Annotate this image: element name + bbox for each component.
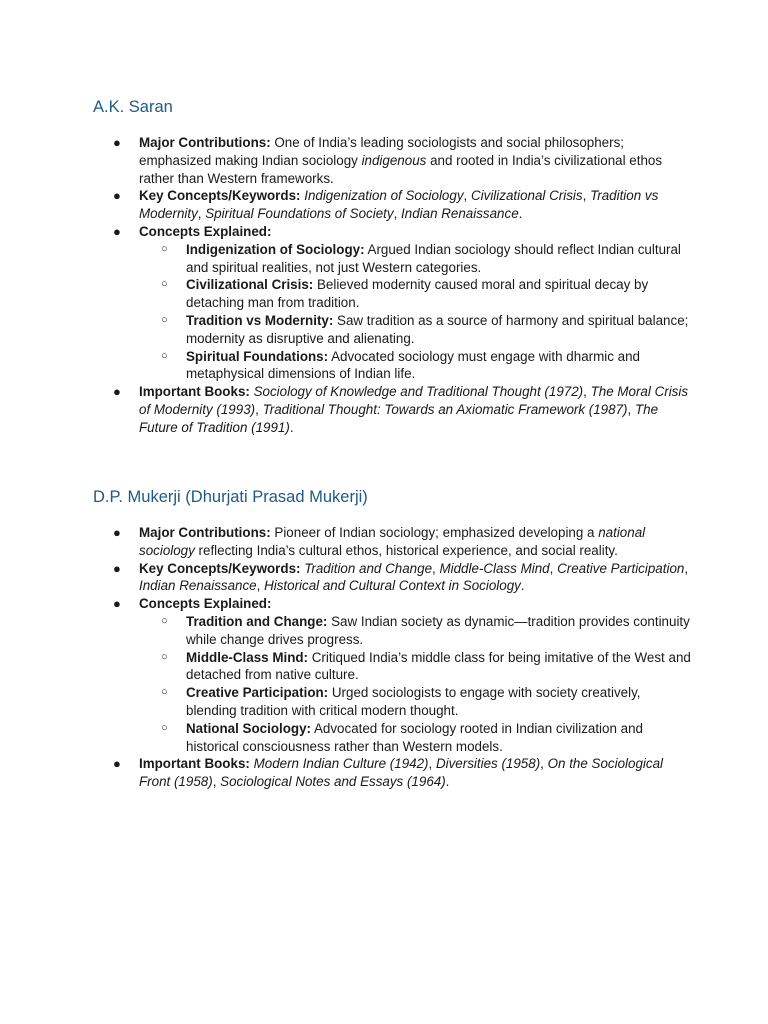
separator: , [256,578,265,594]
sub-bullet-list [139,241,693,383]
concept-term: Indigenization of Sociology: [186,241,365,257]
concept-item [139,312,693,348]
separator: , [684,560,689,576]
major-contributions-item [93,524,693,560]
bullet-list [93,524,693,791]
separator: , [393,206,402,222]
concept-term: Middle-Class Mind: [186,649,309,665]
section-ak-saran [93,96,693,437]
concept-item [139,241,693,277]
item-emphasis: national sociology [139,525,646,558]
concept-term: Tradition vs Modernity: [186,312,334,328]
keyword: Indigenization of Sociology [304,188,464,204]
concept-text: Argued Indian sociology should reflect Indian cultural and spiritual realities, not just Western categories. [186,241,681,275]
important-books-item [93,755,693,791]
bullet-icon: ● [113,756,121,772]
concept-term: Creative Participation: [186,685,329,701]
terminator: . [445,774,450,790]
circle-bullet-icon: ○ [161,721,168,734]
keyword: Indian Renaissance [401,206,519,222]
book-title: Modern Indian Culture (1942) [253,756,429,772]
section-dp-mukerji [93,486,693,791]
concept-term: Spiritual Foundations: [186,348,329,364]
bullet-icon: ● [113,560,121,576]
circle-bullet-icon: ○ [161,242,168,255]
concept-text: Believed modernity caused moral and spiritual decay by detaching man from tradition. [186,277,649,311]
concept-term: National Sociology: [186,720,311,736]
book-title: On the Sociological Front (1958) [139,756,663,790]
circle-bullet-icon: ○ [161,686,168,699]
circle-bullet-icon: ○ [161,278,168,291]
item-label: Concepts Explained: [139,223,272,239]
concepts-explained-item [93,223,693,383]
keyword: Middle-Class Mind [439,560,550,576]
bullet-icon: ● [113,525,121,540]
bullet-icon: ● [113,188,121,204]
item-text: and rooted in India’s civilizational ethos rather than Western frameworks. [139,152,663,186]
book-title: Sociology of Knowledge and Traditional Thought (1972) [253,384,584,400]
terminator: . [289,419,294,435]
concept-item [139,613,693,649]
concept-item [139,720,693,756]
concept-item [139,348,693,384]
concept-text: Urged sociologists to engage with society creatively, blending tradition with critical modern thought. [186,685,641,718]
book-title: The Future of Tradition (1991) [139,401,659,435]
book-title: Sociological Notes and Essays (1964) [220,774,446,790]
concept-text: Advocated sociology must engage with dharmic and metaphysical dimensions of Indian life. [186,348,640,382]
item-label: Important Books: [139,756,250,772]
bullet-list [93,134,693,437]
key-concepts-item [93,187,693,223]
separator: , [549,560,558,576]
bullet-icon: ● [113,135,121,150]
circle-bullet-icon: ○ [161,614,168,627]
item-label: Key Concepts/Keywords: [139,188,301,204]
circle-bullet-icon: ○ [161,349,168,362]
keyword: Historical and Cultural Context in Sociology [264,578,521,594]
item-label: Key Concepts/Keywords: [139,560,301,576]
concept-item [139,276,693,312]
separator: , [582,188,591,204]
section-heading: D.P. Mukerji (Dhurjati Prasad Mukerji) [93,488,368,506]
separator: , [432,560,440,576]
keyword: Spiritual Foundations of Society [205,206,394,222]
keyword: Tradition and Change [304,560,433,576]
separator: , [212,774,221,790]
concept-item [139,649,693,685]
book-title: The Moral Crisis of Modernity (1993) [139,384,689,417]
separator: , [197,206,206,222]
key-concepts-item [93,560,693,596]
important-books-item [93,383,693,436]
item-text: reflecting India’s cultural ethos, historical experience, and social reality. [194,542,618,558]
keyword: Civilizational Crisis [470,188,583,204]
circle-bullet-icon: ○ [161,313,168,326]
item-emphasis: indigenous [361,152,427,168]
item-label: Major Contributions: [139,135,271,150]
separator: , [583,384,591,400]
concept-item [139,684,693,720]
concept-text: Saw tradition as a source of harmony and spiritual balance; modernity as disruptive and alienating. [186,312,689,346]
item-label: Concepts Explained: [139,596,272,612]
bullet-icon: ● [113,596,121,612]
separator: , [463,188,471,204]
bullet-icon: ● [113,384,121,400]
separator: , [428,756,436,772]
concept-term: Tradition and Change: [186,613,328,629]
concept-text: Advocated for sociology rooted in Indian civilization and historical consciousness rather than Western models. [186,720,643,754]
section-heading: A.K. Saran [93,98,173,116]
sub-bullet-list [139,613,693,755]
item-text: One of India’s leading sociologists and social philosophers; emphasized making Indian sociology [139,135,625,168]
book-title: Diversities (1958) [435,756,541,772]
item-label: Major Contributions: [139,525,271,540]
concept-text: Critiqued India’s middle class for being imitative of the West and detached from native culture. [186,649,691,683]
bullet-icon: ● [113,223,121,239]
separator: , [627,401,635,417]
circle-bullet-icon: ○ [161,650,168,663]
terminator: . [520,578,525,594]
item-label: Important Books: [139,384,250,400]
keyword: Creative Participation [557,560,685,576]
keyword: Tradition vs Modernity [139,188,659,222]
terminator: . [518,206,523,222]
major-contributions-item [93,134,693,187]
concept-term: Civilizational Crisis: [186,277,314,293]
separator: , [540,756,548,772]
item-text: Pioneer of Indian sociology; emphasized developing a [270,525,599,540]
concepts-explained-item [93,595,693,755]
concept-text: Saw Indian society as dynamic—tradition provides continuity while change drives progress. [186,613,690,647]
keyword: Indian Renaissance [139,578,257,594]
separator: , [255,401,263,417]
book-title: Traditional Thought: Towards an Axiomatic Framework (1987) [262,401,628,417]
